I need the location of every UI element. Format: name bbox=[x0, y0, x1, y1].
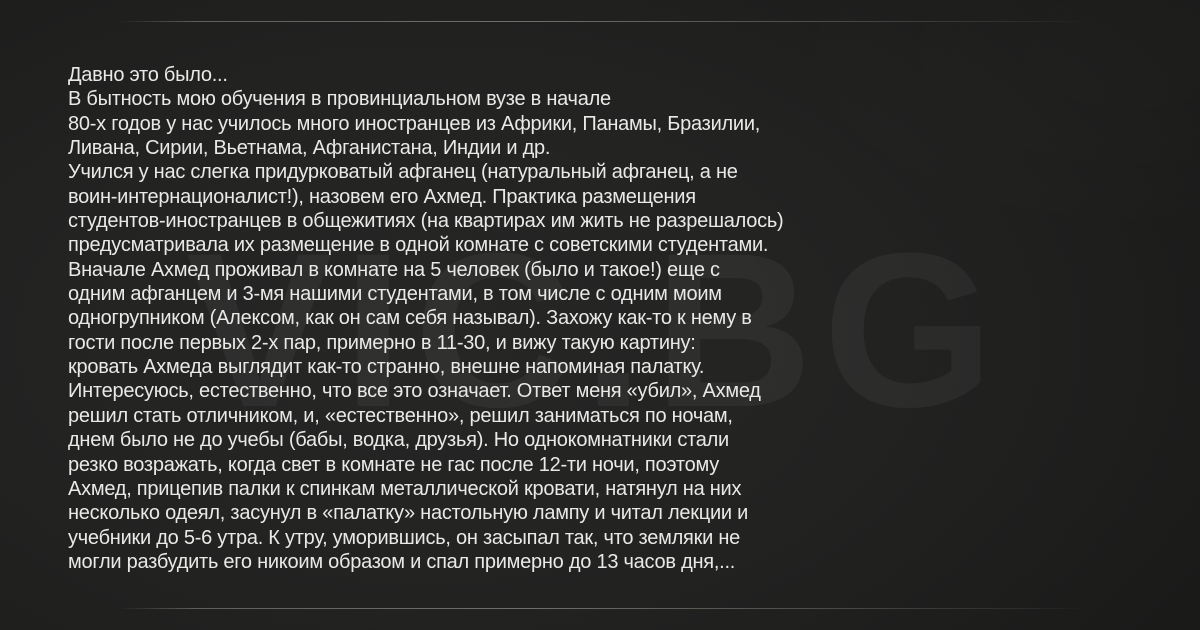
story-line: воин-интернационалист!), назовем его Ахмед. Практика размещения bbox=[68, 185, 696, 208]
story-line: решил стать отличником, и, «естественно», решил заниматься по ночам, bbox=[68, 404, 733, 427]
story-line: Интересуюсь, естественно, что все это означает. Ответ меня «убил», Ахмед bbox=[68, 380, 761, 403]
story-line: днем было не до учебы (бабы, водка, друзья). Но однокомнатники стали bbox=[68, 429, 729, 452]
story-line: несколько одеял, засунул в «палатку» настольную лампу и читал лекции и bbox=[68, 502, 749, 525]
story-text bbox=[68, 63, 783, 574]
bottom-divider bbox=[118, 608, 1090, 609]
story-line: 80-х годов у нас училось много иностранцев из Африки, Панамы, Бразилии, bbox=[68, 112, 761, 135]
top-divider bbox=[118, 21, 1090, 22]
story-line: Давно это было... bbox=[68, 64, 228, 86]
story-line: гости после первых 2-х пар, примерно в 11-30, и вижу такую картину: bbox=[68, 331, 696, 354]
story-line: одногрупником (Алексом, как он сам себя называл). Захожу как-то к нему в bbox=[68, 307, 752, 330]
story-line: студентов-иностранцев в общежитиях (на квартирах им жить не разрешалось) bbox=[68, 210, 784, 233]
story-line: В бытность мою обучения в провинциальном вузе в начале bbox=[68, 88, 611, 111]
story-line: Учился у нас слегка придурковатый афганец (натуральный афганец, а не bbox=[68, 161, 738, 184]
story-line: учебники до 5-6 утра. К утру, уморившись, он засыпал так, что земляки не bbox=[68, 526, 740, 549]
story-line: Вначале Ахмед проживал в комнате на 5 человек (было и такое!) еще с bbox=[68, 258, 720, 281]
story-line: Ахмед, прицепив палки к спинкам металлической кровати, натянул на них bbox=[68, 477, 742, 500]
story-line: Ливана, Сирии, Вьетнама, Афганистана, Индии и др. bbox=[68, 137, 551, 160]
story-line: одним афганцем и 3-мя нашими студентами, в том числе с одним моим bbox=[68, 283, 722, 306]
story-line: могли разбудить его никоим образом и спал примерно до 13 часов дня,... bbox=[68, 550, 736, 573]
story-line: кровать Ахмеда выглядит как-то странно, внешне напоминая палатку. bbox=[68, 356, 705, 379]
story-line: резко возражать, когда свет в комнате не гас после 12-ти ночи, поэтому bbox=[68, 453, 719, 476]
story-line: предусматривала их размещение в одной комнате с советскими студентами. bbox=[68, 234, 769, 257]
